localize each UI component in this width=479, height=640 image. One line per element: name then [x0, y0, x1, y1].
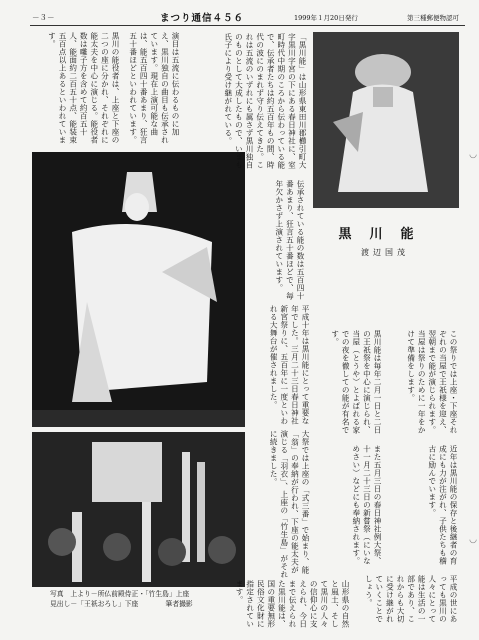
text-column-k: 山形県の自然と風土、そして黒川の人々の信仰心に支えられ、今日まで伝えられた黒川能は、国の重要無形民俗文化財に指定されています。	[235, 580, 350, 628]
photo-caption	[50, 589, 255, 609]
text-column-i: また五月三日の春日神社例大祭、十一月二十三日の新嘗祭（にいなめさい）などにも奉納されます。	[351, 445, 382, 565]
binding-mark-bottom: ◡	[469, 535, 477, 545]
postal-permit: 第三種郵便物認可	[407, 13, 459, 22]
page-number: －３－	[32, 12, 55, 22]
article-author: 渡辺国茂	[361, 248, 409, 257]
page-header	[32, 10, 465, 24]
photo-ougi-oroshi	[32, 432, 245, 587]
text-column-c: 演目は五流に伝わるものに加え、黒川独自の曲目も伝承されています。現在上演可能な曲は、能五百四十番あまり、狂言五十番ほどといわれています。	[128, 32, 180, 144]
caption-line-1: 写真 上より－所仏前殿侍正・「竹生島」上座	[50, 590, 190, 598]
photo-noh-chikubushima	[32, 152, 245, 427]
festival-crowd-illustration	[32, 432, 245, 587]
text-column-g: 黒川能は毎年二月一日と二日の王祇祭を中心に演じられ、当屋（とうや）とよばれる家での夜を徹しての能が有名です。	[330, 330, 382, 434]
text-column-b: 黒川の能役者は、上座と下座の二つの座に分かれ、それぞれに能太夫を中心に演じる。能役者数は囃子方を含めて約百五十人、能面約二百五十点、能装束五百点以上あるといわれています。	[47, 32, 120, 144]
noh-dancer-illustration	[32, 152, 245, 427]
header-rule	[30, 25, 465, 26]
article-title-block	[312, 217, 458, 325]
text-column-l: 平成の世にあっても黒川の人々にとって能は生活の一部であり、これからも大切に受け継がれていくことでしょう。	[364, 575, 458, 623]
text-column-h: この祭りでは上座・下座それぞれの当屋で王祇様を迎え、翌朝まで能が演じられます。当屋は祭りのために一年をかけて準備をします。	[406, 330, 458, 434]
issue-date: 1999年１月20日発行	[294, 13, 358, 22]
photo-noh-performer-top	[313, 32, 459, 208]
article-title: 黒川能	[338, 227, 432, 242]
text-column-e: 平成十年は黒川能にとって重要な年でした。三月二十三日春日神社新宮祭りに、五百年に一度といわれる大舞台が催されました。	[269, 305, 310, 425]
text-column-j: 近年は黒川能の保存と後継者の育成にも力が注がれ、子供たちも稽古に励んでいます。	[427, 445, 458, 565]
binding-mark-top: ◡	[469, 150, 477, 160]
newsletter-title: まつり通信４５６	[160, 13, 245, 24]
caption-line-2: 見出し－「王祇おろし」下座 筆者撮影	[50, 600, 193, 608]
text-column-f: 大祭では上座の「式三番」で始まり、能「翁」の奉納が行われ、下座の能太夫が演じる「羽衣」、上座の「竹生島」がそれに続きました。	[269, 430, 310, 579]
text-column-d: 伝承されている能の数は五百四十番あまり、狂言五十番ほどで、毎年欠かさず上演されています。	[274, 180, 305, 300]
noh-performer-illustration	[313, 32, 459, 208]
text-column-a: 「黒川能」は山形県東田川郡櫛引町大字黒川字宮の下にある春日神社に、室町時代中期のころから伝わっている能で、伝承者たちは約五百年もの間、時代の波にのまれず守り伝えてきた。これは五流のいずれにも属さず黒川独自のものとして大成したもので、いまも氏子により受け継がれている。	[223, 33, 307, 169]
